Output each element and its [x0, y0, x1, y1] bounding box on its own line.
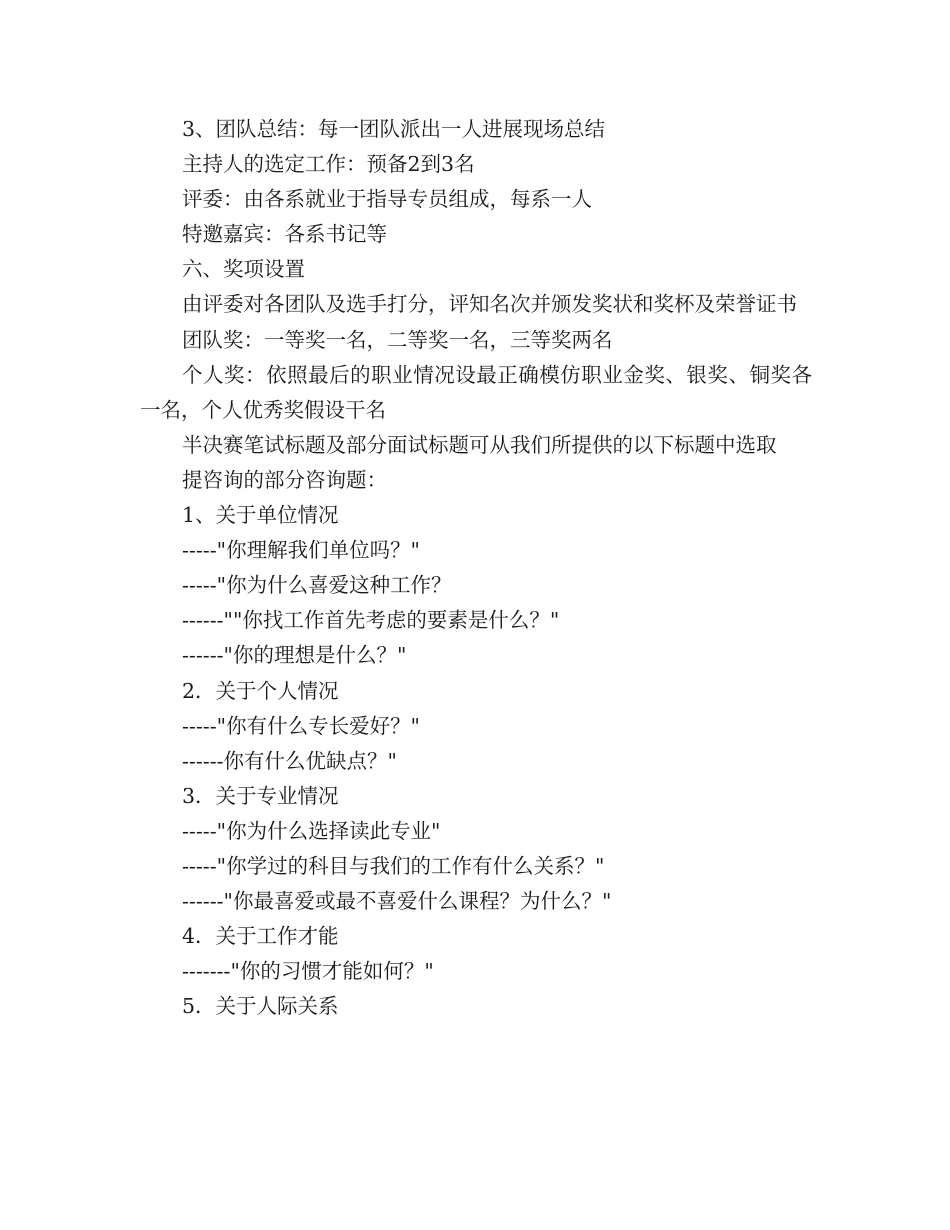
list-item: -----"你为什么喜爱这种工作？	[182, 573, 452, 598]
list-heading-unit: 1、关于单位情况	[182, 503, 339, 528]
list-item: ------"你的理想是什么？"	[182, 643, 407, 668]
paragraph-team-summary: 3、团队总结：每一团队派出一人进展现场总结	[182, 117, 606, 141]
paragraph-judges: 评委：由各系就业于指导专员组成，每系一人	[182, 187, 592, 212]
list-item: ------""你找工作首先考虑的要素是什么？"	[182, 608, 560, 633]
paragraph-special-guests: 特邀嘉宾：各系书记等	[182, 222, 387, 247]
paragraph-individual-award: 个人奖：依照最后的职业情况设最正确模仿职业金奖、银奖、铜奖各一名，个人优秀奖假设干名	[140, 362, 812, 422]
paragraph-questions-intro: 提咨询的部分咨询题：	[182, 467, 387, 492]
list-heading-relations: 5．关于人际关系	[182, 994, 339, 1019]
document-body	[140, 112, 812, 1024]
paragraph-team-award: 团队奖：一等奖一名，二等奖一名，三等奖两名	[182, 327, 613, 352]
list-item: -----"你为什么选择读此专业"	[182, 818, 441, 843]
paragraph-awards-scoring: 由评委对各团队及选手打分，评知名次并颁发奖状和奖杯及荣誉证书	[182, 292, 797, 317]
list-heading-ability: 4．关于工作才能	[182, 924, 339, 949]
list-item: ------"你最喜爱或最不喜爱什么课程？为什么？"	[182, 889, 612, 914]
paragraph-host-selection: 主持人的选定工作：预备2到3名	[182, 152, 475, 177]
list-heading-major: 3．关于专业情况	[182, 783, 339, 808]
section-heading-awards: 六、奖项设置	[182, 257, 305, 282]
list-item: -------"你的习惯才能如何？"	[182, 959, 434, 984]
list-item: -----"你有什么专长爱好？"	[182, 713, 420, 738]
paragraph-exam-questions: 半决赛笔试标题及部分面试标题可从我们所提供的以下标题中选取	[182, 432, 777, 457]
list-item: -----"你理解我们单位吗？"	[182, 538, 420, 563]
list-heading-personal: 2．关于个人情况	[182, 678, 339, 703]
list-item: ------你有什么优缺点？"	[182, 748, 397, 773]
list-item: -----"你学过的科目与我们的工作有什么关系？"	[182, 853, 605, 878]
